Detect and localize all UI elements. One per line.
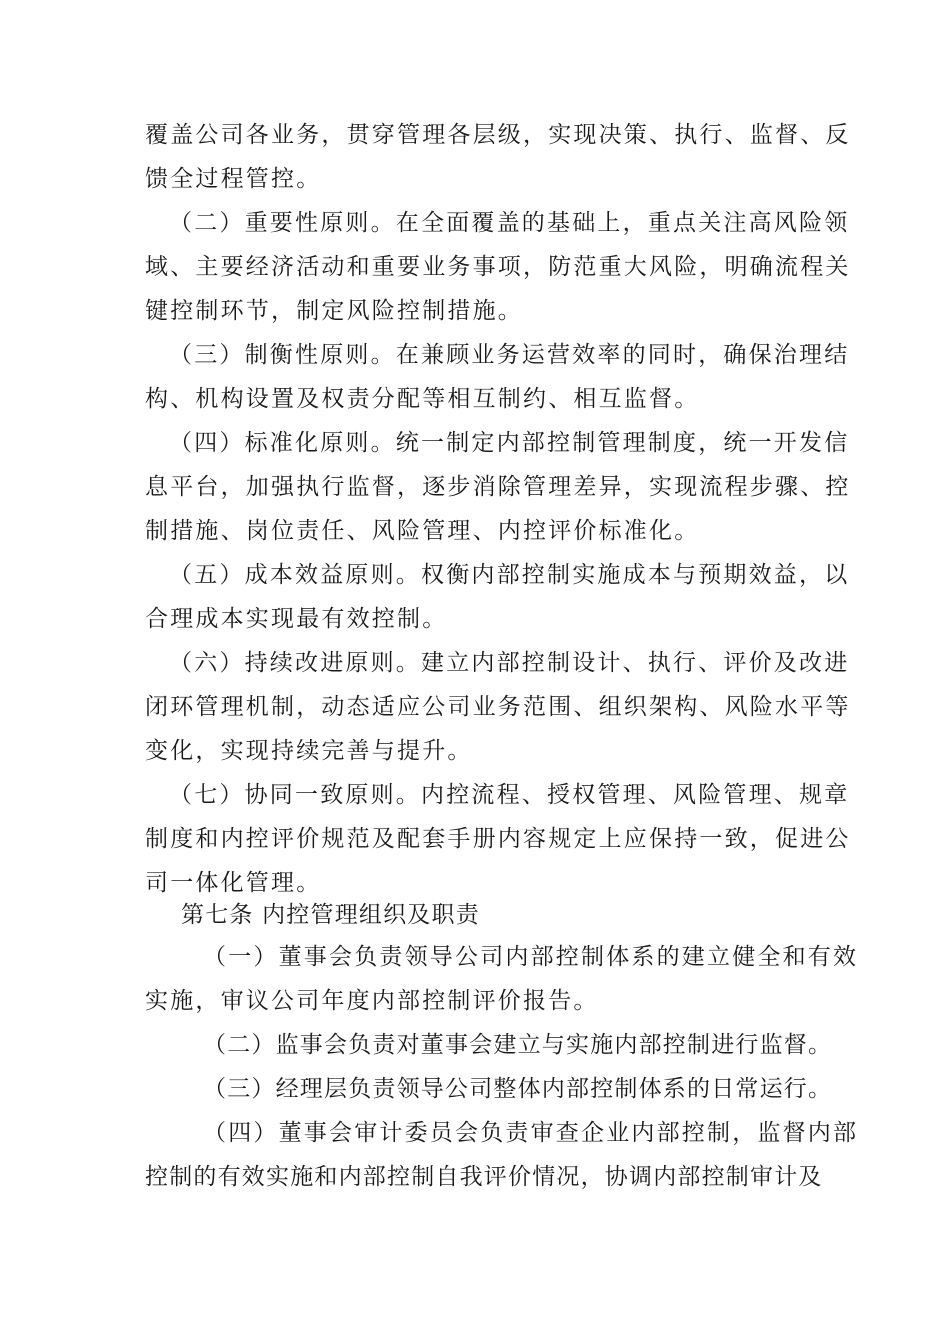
text-line-18: 司一体化管理。 — [145, 870, 322, 896]
text-line-11: （五）成本效益原则。权衡内部控制实施成本与预期效益，以 — [169, 562, 850, 588]
text-line-13: （六）持续改进原则。建立内部控制设计、执行、评价及改进 — [169, 650, 850, 676]
text-line-17: 制度和内控评价规范及配套手册内容规定上应保持一致，促进公 — [145, 826, 851, 852]
text-line-20: （一）董事会负责领导公司内部控制体系的建立健全和有效 — [203, 944, 859, 970]
text-line-2: 馈全过程管控。 — [145, 166, 322, 192]
text-line-16: （七）协同一致原则。内控流程、授权管理、风险管理、规章 — [169, 782, 850, 808]
text-line-6: （三）制衡性原则。在兼顾业务运营效率的同时，确保治理结 — [169, 342, 850, 368]
text-line-5: 键控制环节，制定风险控制措施。 — [145, 298, 523, 324]
text-line-3: （二）重要性原则。在全面覆盖的基础上，重点关注高风险领 — [169, 210, 850, 236]
text-line-23: （三）经理层负责领导公司整体内部控制体系的日常运行。 — [203, 1076, 833, 1102]
text-line-25: 控制的有效实施和内部控制自我评价情况，协调内部控制审计及 — [145, 1164, 823, 1190]
text-line-8: （四）标准化原则。统一制定内部控制管理制度，统一开发信 — [169, 430, 850, 456]
section-heading-article-7: 第七条 内控管理组织及职责 — [181, 902, 480, 928]
text-line-10: 制措施、岗位责任、风险管理、内控评价标准化。 — [145, 518, 700, 544]
text-line-1: 覆盖公司各业务，贯穿管理各层级，实现决策、执行、监督、反 — [145, 122, 851, 148]
text-line-4: 域、主要经济活动和重要业务事项，防范重大风险，明确流程关 — [145, 254, 851, 280]
text-line-12: 合理成本实现最有效控制。 — [145, 606, 448, 632]
text-line-15: 变化，实现持续完善与提升。 — [145, 738, 473, 764]
text-line-9: 息平台，加强执行监督，逐步消除管理差异，实现流程步骤、控 — [145, 474, 851, 500]
text-line-14: 闭环管理机制，动态适应公司业务范围、组织架构、风险水平等 — [145, 694, 851, 720]
text-line-24: （四）董事会审计委员会负责审查企业内部控制，监督内部 — [203, 1120, 859, 1146]
text-line-7: 构、机构设置及权责分配等相互制约、相互监督。 — [145, 386, 700, 412]
text-line-21: 实施，审议公司年度内部控制评价报告。 — [145, 988, 599, 1014]
text-line-22: （二）监事会负责对董事会建立与实施内部控制进行监督。 — [203, 1032, 833, 1058]
